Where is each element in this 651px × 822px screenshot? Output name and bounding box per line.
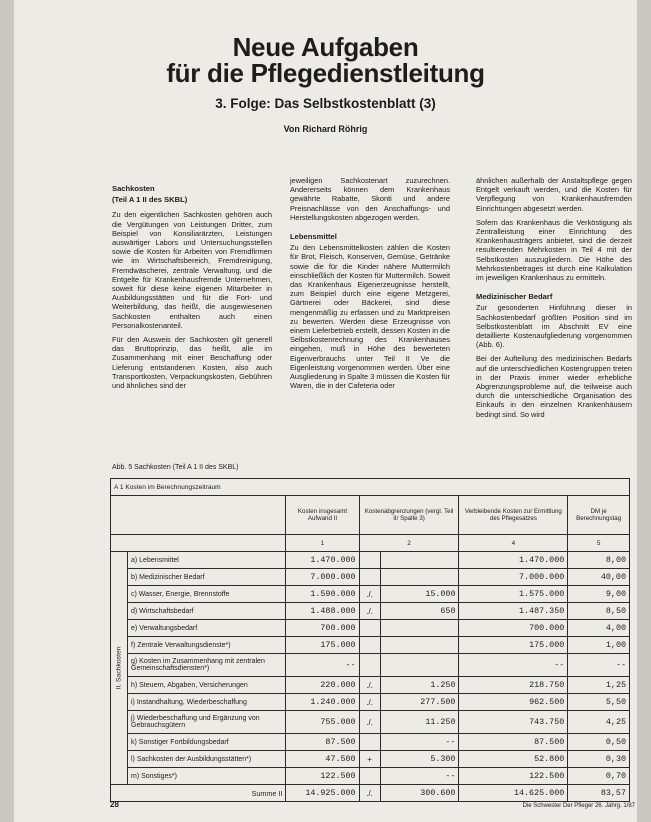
paragraph: Sofern das Krankenhaus die Verköstigung als Zentralleistung einer Einrichtung des Krankenhausträgers anbietet, sind die derzeit resultierenden Mehrkosten in Teil 4 mit der Selbstkosten auszugliedern. Die Höhe des Mehrkostenbetrages ist durch eine Kalkulation im jeweiligen Krankenhaus zu ermitteln. [476,217,632,283]
column-index: 4 [459,535,568,552]
row-label: l) Sachkosten der Ausbildungsstätten*) [128,751,286,768]
column-header: Kosten insgesamt Aufwand II [286,496,359,535]
sum-value-4: 83,57 [568,785,630,802]
column-header: Verbleibende Kosten zur Ermittlung des Pflegesatzes [459,496,568,535]
value-col-2: 277.500 [380,694,459,711]
value-col-3: 743.750 [459,711,568,734]
table-row [111,751,630,768]
paragraph: Zu den Lebensmittelkosten zählen die Kosten für Brot, Fleisch, Konserven, Gemüse, Getränke sowie die für die Kinder nähere Muttermilch einschließlich der Kosten für Muttermilch. Soweit das Krankenhaus Eigenerzeugnisse herstellt, zum Beispiel durch eine eigene Metzgerei, Gärtnerei oder Bäckerei, sind diese mengenmäßig zu erfassen und zu Marktpreisen zu bewerten. Werden diese Erzeugnisse von einem Lieferbetrieb erstellt, dessen Kosten in die Selbstkostenrechnung des Krankenhauses eingehen, muß in Höhe des bewerteten Eigenverbrauchs unter Teil II Ve die Eigenleistung vorgenommen werden. Über eine Ausgliederung in Spalte 3 müssen die Kosten für Waren, die in der Cafeteria oder [290,243,450,391]
value-col-1: 87.500 [286,734,359,751]
section-subheading: (Teil A 1 II des SKBL) [112,195,188,205]
row-label: f) Zentrale Verwaltungsdienste*) [128,637,286,654]
paragraph: Zur gesonderten Hinführung dieser in Sachkostenbedarf größten Position sind im Selbstkostenblatt im Abschnitt EV eine detaillierte Kostenaufgliederung vorgenommen (Abb. 6). [476,303,632,350]
column-index: 2 [359,535,459,552]
value-col-2 [380,552,459,569]
value-col-2: 11.250 [380,711,459,734]
operator: ./. [359,586,380,603]
paragraph: Zu den eigentlichen Sachkosten gehören auch die Vergütungen von Leistungen Dritter, zum Beispiel von Konsiliarärzten, Leistungen auswärtiger Labors und Untersuchungsstellen sowie die Kosten für Arbeiten von Fremdfirmen wie im Wirtschaftsbereich, Fremdreinigung, Fremdwäscherei, zentrale Verwaltung, und die Entgelte für Krankenhausfremde Unternehmen, soweit für diese keine eigenen Mitarbeiter in Ausbildungsstätten und für die Fort- und Weiterbildung, das heißt, die ausgewiesenen Sachkosten enthalten auch einen Personalkostenanteil. [112,210,272,330]
sum-value-1: 14.925.000 [286,785,359,802]
value-col-3: 962.500 [459,694,568,711]
title-line-2: für die Pflegedienstleitung [166,58,485,88]
sum-value-3: 14.625.000 [459,785,568,802]
value-col-3: 87.500 [459,734,568,751]
value-col-4: 8,00 [568,552,630,569]
value-col-2: 1.250 [380,677,459,694]
table-row [111,734,630,751]
text-column-1 [112,184,272,395]
text-column-2 [290,176,450,395]
value-col-3: 175.000 [459,637,568,654]
value-col-3: 700.000 [459,620,568,637]
value-col-2 [380,620,459,637]
row-label: a) Lebensmittel [128,552,286,569]
value-col-3: 1.487.350 [459,603,568,620]
value-col-2 [380,654,459,677]
value-col-1: 122.500 [286,768,359,785]
value-col-4: -- [568,654,630,677]
operator: ./. [359,677,380,694]
paragraph: Für den Ausweis der Sachkosten gilt generell das Bruttoprinzip, das heißt, alle im Zusammenhang mit einer Beschaffung oder Lieferung entstandenen Kosten, also auch Transportkosten, Verpackungskosten, Gebühren und ähnliches sind der [112,335,272,391]
side-label: II. Sachkosten [115,646,123,690]
value-col-3: 122.500 [459,768,568,785]
value-col-1: 755.000 [286,711,359,734]
column-header: DM je Berechnungstag [568,496,630,535]
title-line-1: Neue Aufgaben [232,32,419,62]
row-label: c) Wasser, Energie, Brennstoffe [128,586,286,603]
table-row [111,552,630,569]
operator: ./. [359,603,380,620]
value-col-4: 0,70 [568,768,630,785]
paragraph: Bei der Aufteilung des medizinischen Bedarfs auf die unterschiedlichen Kostengruppen treten in der Praxis immer wieder erhebliche Abgrenzungsprobleme auf, die teilweise auch durch die unterschiedliche Organisation des Einkaufs in den einzelnen Krankenhäusern bedingt sind. So wird [476,354,632,419]
table-row [111,620,630,637]
value-col-4: 4,25 [568,711,630,734]
sum-value-2: 300.600 [380,785,459,802]
value-col-3: 7.000.000 [459,569,568,586]
row-label: m) Sonstiges*) [128,768,286,785]
side-label-cell [111,552,128,785]
sachkosten-table [110,478,630,802]
value-col-4: 1,00 [568,637,630,654]
table-row [111,711,630,734]
operator: + [359,751,380,768]
table-row [111,586,630,603]
author-byline: Von Richard Röhrig [283,124,368,134]
table-row [111,603,630,620]
section-heading-lebensmittel: Lebensmittel [290,232,337,242]
operator [359,734,380,751]
row-label: g) Kosten im Zusammenhang mit zentralen Gemeinschaftsdiensten*) [128,654,286,677]
operator: ./. [359,711,380,734]
operator [359,637,380,654]
row-label: d) Wirtschaftsbedarf [128,603,286,620]
journal-reference: Die Schwester Der Pfleger 26. Jahrg. 1/87 [522,803,635,809]
operator [359,620,380,637]
document-page [14,0,637,822]
value-col-3: 218.750 [459,677,568,694]
value-col-4: 0,50 [568,734,630,751]
table-row [111,654,630,677]
value-col-2 [380,637,459,654]
value-col-2: 650 [380,603,459,620]
subtitle: 3. Folge: Das Selbstkostenblatt (3) [215,96,436,111]
value-col-2: -- [380,734,459,751]
operator [359,569,380,586]
figure-caption: Abb. 5 Sachkosten (Teil A 1 II des SKBL) [112,464,239,471]
operator [359,654,380,677]
value-col-1: 1.470.000 [286,552,359,569]
page-number: 28 [110,800,119,809]
table-section-title: A 1 Kosten im Berechnungszeitraum [111,479,630,496]
column-header: Kostenabgrenzungen (vergl. Teil II/ Spalte 3) [359,496,459,535]
row-label: e) Verwaltungsbedarf [128,620,286,637]
row-label: b) Medizinischer Bedarf [128,569,286,586]
paragraph: jeweiligen Sachkostenart zuzurechnen. Andererseits können dem Krankenhaus gewährte Rabatte, Skonti und andere Preisnachlässe von den Anschaffungs- und Herstellungskosten abgezogen werden. [290,176,450,222]
value-col-4: 4,00 [568,620,630,637]
value-col-2: 15.000 [380,586,459,603]
value-col-4: 8,50 [568,603,630,620]
row-label: k) Sonstiger Fortbildungsbedarf [128,734,286,751]
column-index: 5 [568,535,630,552]
value-col-2: 5.300 [380,751,459,768]
paragraph: ähnlichen außerhalb der Anstaltspflege gegen Entgelt verkauft werden, und die Kosten für Verpflegung von Krankenhausfremden Einrichtungen abgesetzt werden. [476,176,632,213]
section-heading-sachkosten: Sachkosten [112,184,155,193]
value-col-4: 5,50 [568,694,630,711]
value-col-4: 0,30 [568,751,630,768]
value-col-3: -- [459,654,568,677]
column-index: 1 [286,535,359,552]
value-col-3: 52.800 [459,751,568,768]
value-col-1: 1.590.000 [286,586,359,603]
table-row [111,569,630,586]
value-col-4: 9,00 [568,586,630,603]
value-col-1: 47.500 [286,751,359,768]
value-col-3: 1.470.000 [459,552,568,569]
row-label: j) Wiederbeschaffung und Ergänzung von Gebrauchsgütern [128,711,286,734]
value-col-1: 7.000.000 [286,569,359,586]
table-row [111,637,630,654]
table-row [111,768,630,785]
value-col-2 [380,569,459,586]
value-col-2: -- [380,768,459,785]
value-col-4: 40,00 [568,569,630,586]
value-col-1: 1.240.000 [286,694,359,711]
row-label: h) Steuern, Abgaben, Versicherungen [128,677,286,694]
table-row [111,694,630,711]
value-col-1: 220.000 [286,677,359,694]
value-col-1: -- [286,654,359,677]
operator: ./. [359,694,380,711]
value-col-1: 175.000 [286,637,359,654]
value-col-1: 1.488.000 [286,603,359,620]
operator [359,768,380,785]
row-label: i) Instandhaltung, Wiederbeschaffung [128,694,286,711]
operator [359,552,380,569]
table-row [111,677,630,694]
sum-label: Summe II [111,785,286,802]
value-col-4: 1,25 [568,677,630,694]
sum-operator: ./. [359,785,380,802]
value-col-3: 1.575.000 [459,586,568,603]
text-column-3 [476,176,632,424]
section-heading-medizinischer-bedarf: Medizinischer Bedarf [476,292,553,302]
value-col-1: 700.000 [286,620,359,637]
